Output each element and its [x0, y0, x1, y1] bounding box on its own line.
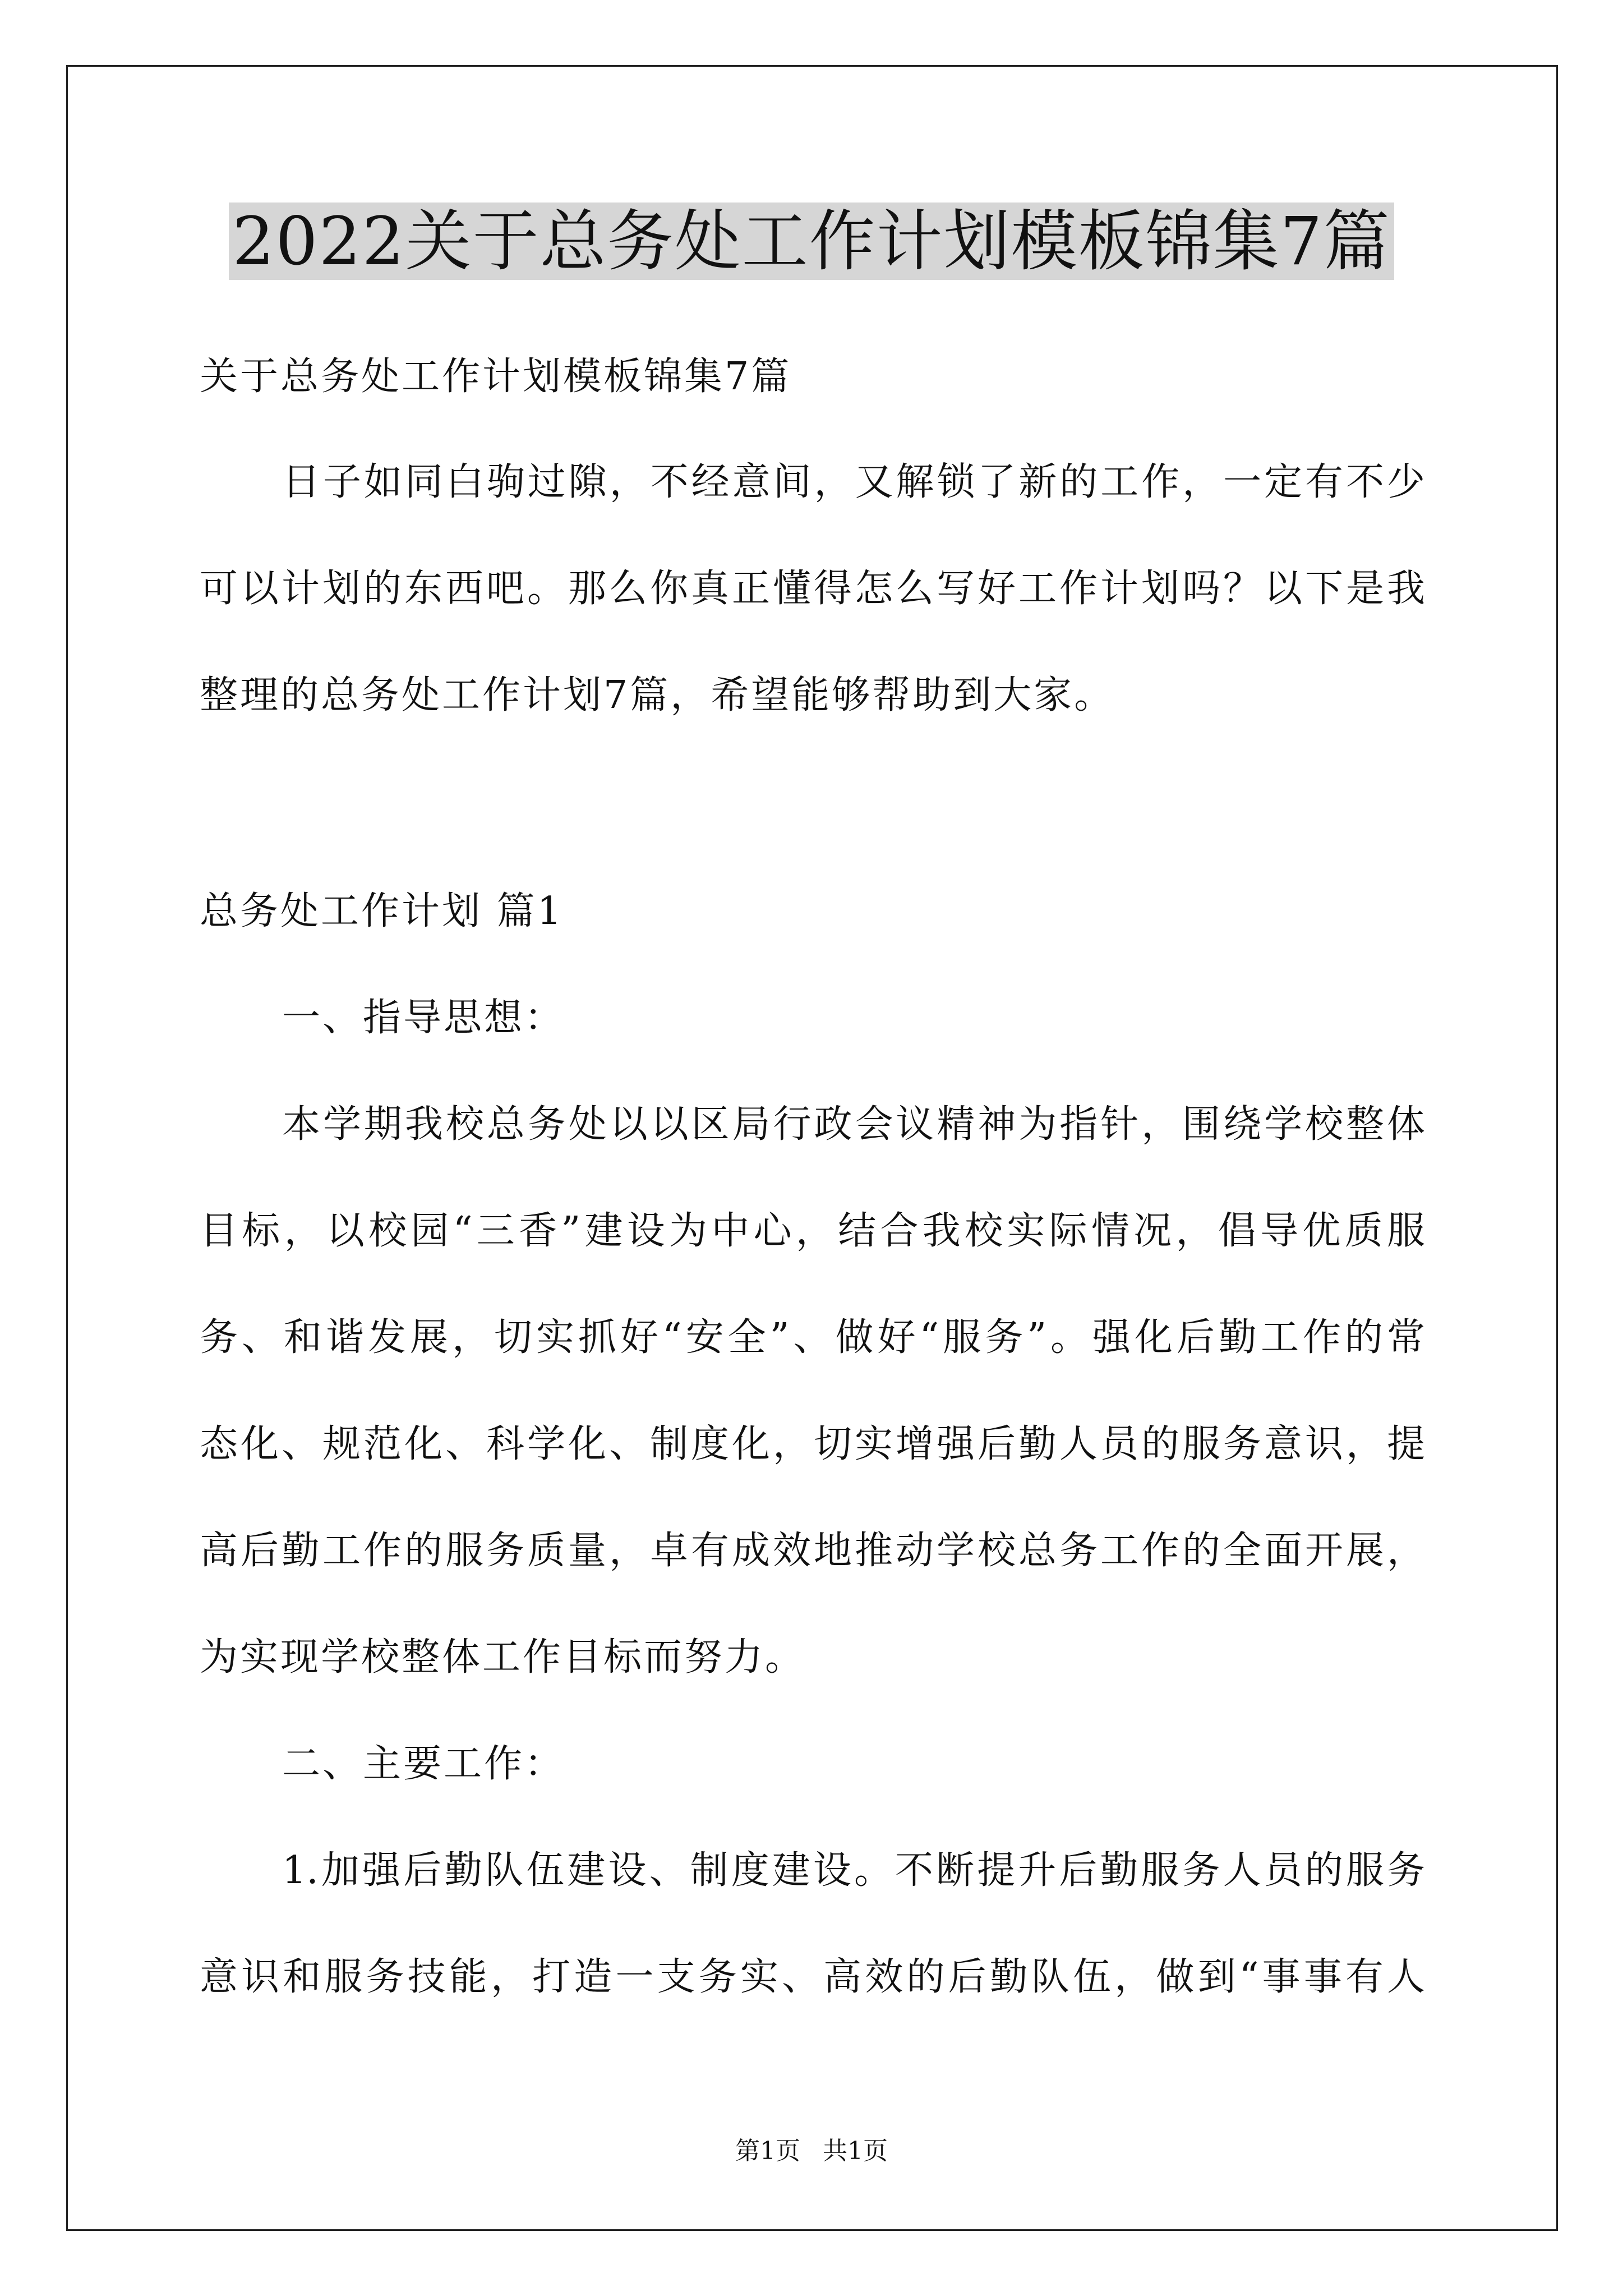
document-title-text: 2022关于总务处工作计划模板锦集7篇 [229, 203, 1394, 280]
heading-main-work: 二、主要工作： [282, 1742, 565, 1786]
page-footer [0, 2134, 1623, 2168]
document-title [0, 199, 1623, 283]
subtitle: 关于总务处工作计划模板锦集7篇 [200, 355, 792, 399]
heading-guiding-ideology: 一、指导思想： [282, 996, 565, 1040]
paragraph-line: 务、和谐发展，切实抓好“安全”、做好“服务”。强化后勤工作的常 [200, 1315, 1425, 1360]
paragraph-line: 本学期我校总务处以以区局行政会议精神为指针，围绕学校整体 [282, 1102, 1425, 1147]
page-total: 共1页 [823, 2137, 888, 2165]
intro-line: 日子如同白驹过隙，不经意间，又解锁了新的工作，一定有不少 [282, 460, 1425, 504]
paragraph-line: 目标，以校园“三香”建设为中心，结合我校实际情况，倡导优质服 [200, 1209, 1425, 1253]
intro-line: 整理的总务处工作计划7篇，希望能够帮助到大家。 [200, 673, 1115, 717]
intro-line: 可以计划的东西吧。那么你真正懂得怎么写好工作计划吗？以下是我 [200, 567, 1425, 611]
paragraph-line: 高后勤工作的服务质量，卓有成效地推动学校总务工作的全面开展， [200, 1529, 1425, 1573]
paragraph-line: 态化、规范化、科学化、制度化，切实增强后勤人员的服务意识，提 [200, 1422, 1425, 1466]
page-number: 第1页 [735, 2137, 800, 2165]
section-heading: 总务处工作计划 篇1 [200, 889, 564, 933]
paragraph-line: 为实现学校整体工作目标而努力。 [200, 1635, 806, 1680]
item-line: 意识和服务技能，打造一支务实、高效的后勤队伍，做到“事事有人 [200, 1955, 1425, 1999]
item-line: 1.加强后勤队伍建设、制度建设。不断提升后勤服务人员的服务 [282, 1848, 1425, 1893]
